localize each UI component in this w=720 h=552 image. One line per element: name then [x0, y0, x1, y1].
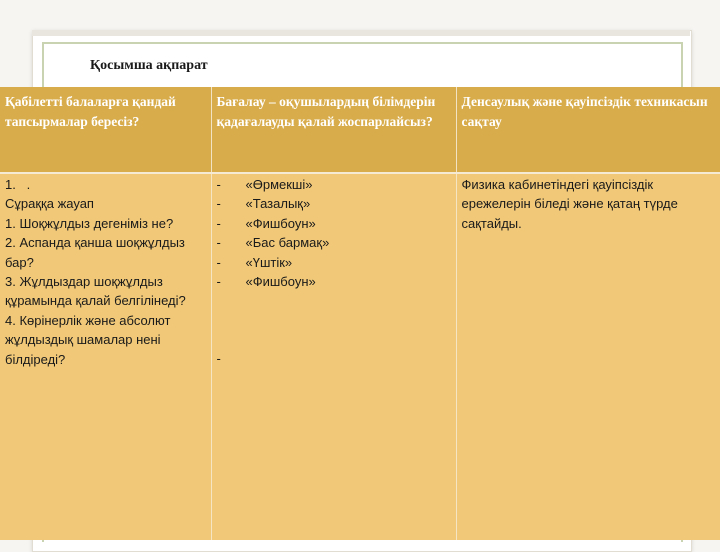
- dash-bullet: -: [216, 254, 221, 270]
- dash-bullet: -: [216, 235, 221, 251]
- question-line: 2. Аспанда қанша шоқжұлдыз бар?: [5, 235, 185, 270]
- dash-bullet: -: [216, 274, 221, 290]
- list-item-label: «Үштік»: [245, 254, 293, 270]
- list-item-label: «Бас бармақ»: [245, 235, 330, 251]
- header-gifted-tasks: Қабілетті балаларға қандай тапсырмалар бересіз?: [0, 87, 211, 173]
- dash-bullet: -: [216, 196, 221, 212]
- header-assessment: Бағалау – оқушылардың білімдерін қадағалауды қалай жоспарлайсыз?: [211, 87, 456, 173]
- assessment-list: [217, 175, 451, 291]
- list-item: [217, 272, 451, 291]
- numbered-marker: 1. .: [5, 177, 31, 192]
- question-line: 3. Жұлдыздар шоқжұлдыз құрамында қалай белгілінеді?: [5, 274, 186, 309]
- table-header-row: [0, 87, 720, 173]
- dash-bullet: -: [216, 177, 221, 192]
- table-row: [0, 173, 720, 540]
- dash-bullet: -: [216, 215, 221, 231]
- question-line: 1. Шоқжұлдыз дегеніміз не?: [5, 215, 174, 231]
- list-item: [217, 175, 451, 194]
- cell-safety: Физика кабинетіндегі қауіпсіздік ережелерін біледі және қатаң түрде сақтайды.: [456, 173, 720, 540]
- list-item: [217, 233, 451, 252]
- list-item-label: «Тазалық»: [245, 196, 311, 212]
- empty-dash-bullet: -: [216, 351, 221, 367]
- question-line: Сұраққа жауап: [5, 196, 94, 212]
- cell-assessment: [211, 173, 456, 540]
- list-item-label: «Фишбоун»: [245, 274, 316, 290]
- header-safety: Денсаулық және қауіпсіздік техникасын сақтау: [456, 87, 720, 173]
- list-item: [217, 253, 451, 272]
- list-item: [217, 214, 451, 233]
- list-item-label: «Фишбоун»: [245, 215, 316, 231]
- slide-top-bar: [32, 30, 690, 36]
- cell-gifted-tasks: [0, 173, 211, 540]
- lesson-plan-table: [0, 87, 720, 540]
- question-line: 4. Көрінерлік және абсолют жұлдыздық шамалар нені білдіреді?: [5, 312, 171, 367]
- list-item-label: «Өрмекші»: [245, 177, 313, 192]
- list-item: [217, 194, 451, 213]
- page-title: Қосымша ақпарат: [90, 58, 208, 73]
